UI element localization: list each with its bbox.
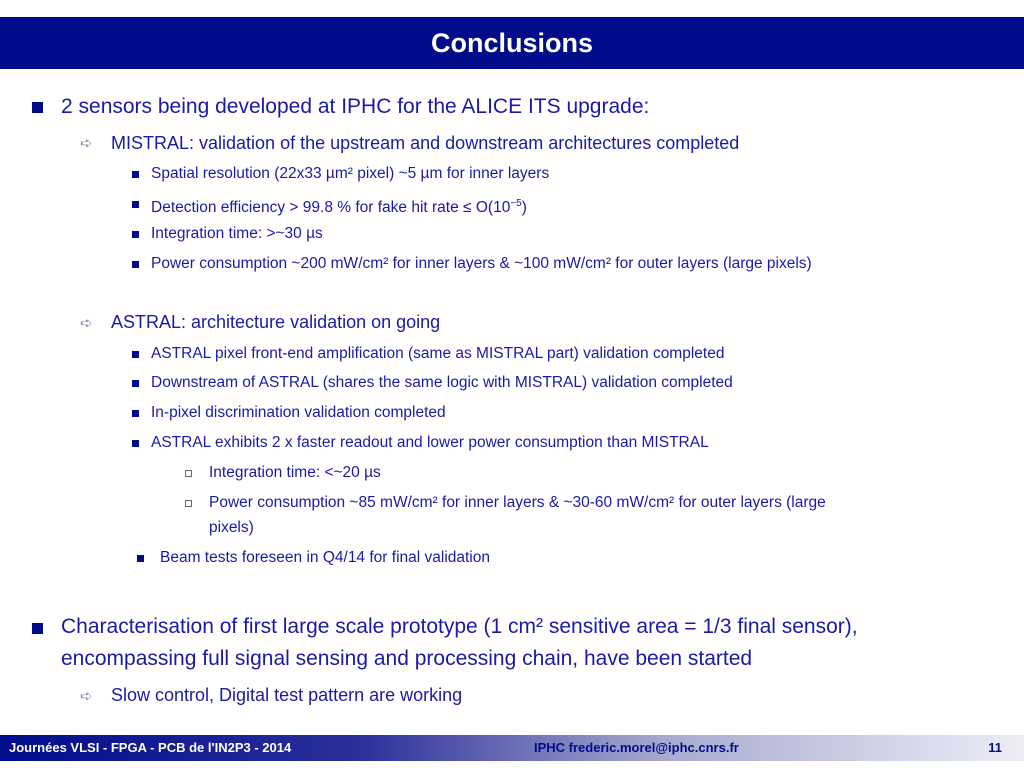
- footer-bar: [0, 735, 1024, 761]
- bullet-text: Integration time: <~20 µs: [209, 464, 381, 481]
- bullet-text: MISTRAL: validation of the upstream and downstream architectures completed: [111, 133, 740, 153]
- bullet-power-consumption: [151, 253, 812, 275]
- closing-paren: ): [521, 199, 527, 217]
- arrow-bullet-icon: ➪: [80, 135, 93, 152]
- square-bullet-icon: [132, 261, 139, 268]
- bullet-text: Power consumption ~200 mW/cm² for inner layers & ~100 mW/cm² for outer layers (large pixels): [151, 255, 812, 272]
- bullet-astral: [111, 310, 440, 334]
- bullet-text: ASTRAL exhibits 2 x faster readout and lower power consumption than MISTRAL: [151, 434, 709, 451]
- bullet-text-line2: pixels): [209, 519, 254, 536]
- bullet-astral-faster: [151, 432, 709, 454]
- slide-title: Conclusions: [430, 27, 593, 58]
- bullet-text: ASTRAL: architecture validation on going: [111, 312, 441, 332]
- square-bullet-icon: [32, 623, 43, 634]
- bullet-text: 2 sensors being developed at IPHC for the ALICE ITS upgrade:: [61, 95, 650, 118]
- square-bullet-icon: [132, 440, 139, 447]
- exponent: −5: [510, 198, 522, 209]
- bullet-text: Beam tests foreseen in Q4/14 for final validation: [160, 549, 490, 566]
- bullet-text-line1: Power consumption ~85 mW/cm² for inner layers & ~30-60 mW/cm² for outer layers (large: [209, 494, 826, 511]
- bullet-sensors: [61, 91, 649, 123]
- arrow-bullet-icon: ➪: [80, 315, 93, 332]
- bullet-astral-integration: [209, 460, 381, 485]
- bullet-text-line2: encompassing full signal sensing and processing chain, have been started: [61, 647, 753, 670]
- bullet-astral-frontend: [151, 343, 724, 365]
- square-bullet-icon: [132, 201, 139, 208]
- bullet-inpixel-discrimination: [151, 402, 446, 424]
- page-number: 11: [988, 740, 1002, 755]
- footer-contact: IPHC frederic.morel@iphc.cnrs.fr: [534, 740, 739, 755]
- square-bullet-icon: [132, 171, 139, 178]
- hollow-square-bullet-icon: [185, 470, 192, 477]
- bullet-detection-efficiency: [151, 193, 527, 219]
- bullet-astral-downstream: [151, 372, 733, 394]
- bullet-integration-time: [151, 223, 323, 245]
- title-bar: [0, 17, 1024, 69]
- bullet-text: Slow control, Digital test pattern are working: [111, 685, 463, 705]
- bullet-text: Integration time: >~30 µs: [151, 225, 323, 242]
- bullet-text: In-pixel discrimination validation completed: [151, 404, 446, 421]
- hollow-square-bullet-icon: [185, 500, 192, 507]
- bullet-slow-control: [111, 683, 462, 707]
- square-bullet-icon: [32, 102, 43, 113]
- square-bullet-icon: [132, 410, 139, 417]
- bullet-spatial-resolution: [151, 163, 549, 185]
- bullet-astral-power: [209, 490, 826, 540]
- bullet-text: Spatial resolution (22x33 µm² pixel) ~5 µm for inner layers: [151, 165, 550, 182]
- arrow-bullet-icon: ➪: [80, 688, 93, 705]
- bullet-mistral: [111, 131, 739, 155]
- bullet-text-line1: Characterisation of first large scale prototype (1 cm² sensitive area = 1/3 final sensor),: [61, 615, 858, 638]
- square-bullet-icon: [137, 555, 144, 562]
- square-bullet-icon: [132, 380, 139, 387]
- footer-event: Journées VLSI - FPGA - PCB de l'IN2P3 - 2014: [9, 740, 292, 755]
- detection-efficiency-text: Detection efficiency > 99.8 % for fake hit rate ≤ O(10: [151, 199, 511, 217]
- bullet-text: [151, 193, 527, 219]
- bullet-beam-tests: [160, 547, 490, 569]
- square-bullet-icon: [132, 351, 139, 358]
- bullet-text: ASTRAL pixel front-end amplification (same as MISTRAL part) validation completed: [151, 345, 725, 362]
- bullet-text: Downstream of ASTRAL (shares the same logic with MISTRAL) validation completed: [151, 374, 733, 391]
- square-bullet-icon: [132, 231, 139, 238]
- bullet-characterisation: [61, 611, 858, 675]
